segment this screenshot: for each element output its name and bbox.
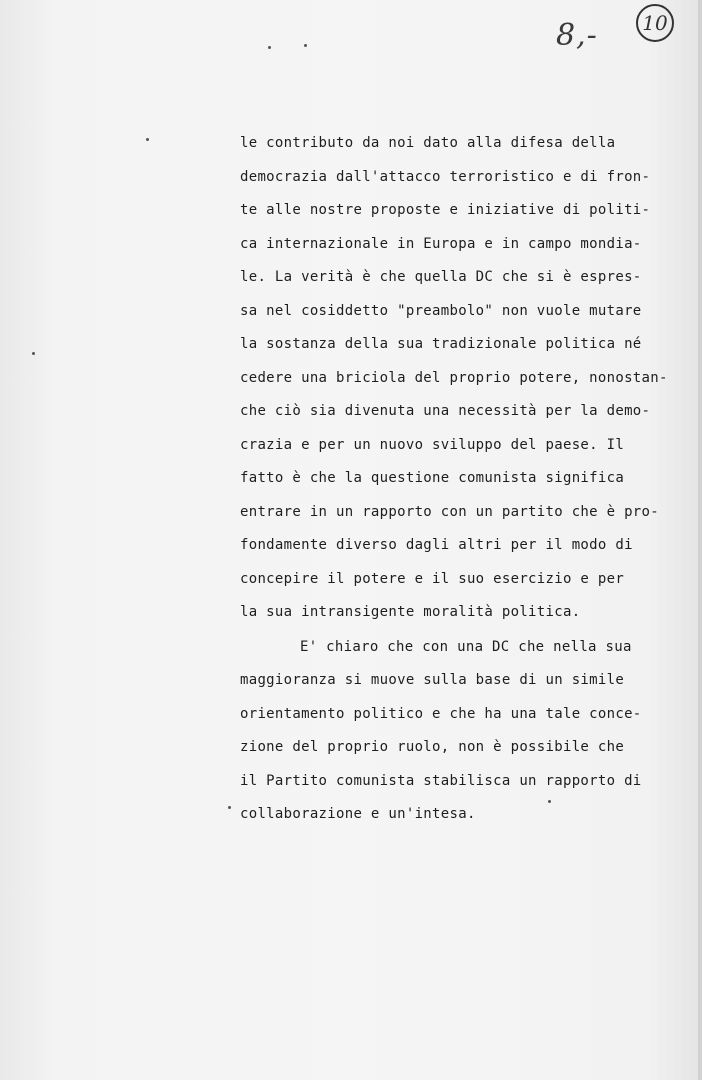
page-edge-shadow xyxy=(698,0,702,1080)
text-line: ca internazionale in Europa e in campo mondia- xyxy=(240,235,642,252)
scan-speck xyxy=(268,46,271,49)
text-line: crazia e per un nuovo sviluppo del paese. Il xyxy=(240,436,625,453)
paragraph-first-line: E' chiaro che con una DC che nella sua xyxy=(300,638,632,655)
scan-speck xyxy=(228,806,231,809)
text-line: fatto è che la questione comunista significa xyxy=(240,470,625,486)
text-line: democrazia dall'attacco terroristico e di fron- xyxy=(240,168,651,185)
text-line: maggioranza si muove sulla base di un simile xyxy=(240,672,625,688)
text-line: che ciò sia divenuta una necessità per la demo- xyxy=(240,403,651,419)
text-line: te alle nostre proposte e iniziative di politi- xyxy=(240,202,651,218)
scan-speck xyxy=(146,138,149,141)
text-line: fondamente diverso dagli altri per il modo di xyxy=(240,537,633,553)
circled-page-number: 10 xyxy=(636,4,674,42)
text-line: entrare in un rapporto con un partito che è pro- xyxy=(240,503,659,520)
text-line: le contributo da noi dato alla difesa della xyxy=(240,135,616,151)
handwritten-page-note: 8,- xyxy=(556,18,598,53)
text-line: zione del proprio ruolo, non è possibile che xyxy=(240,739,625,755)
text-line: concepire il potere e il suo esercizio e per xyxy=(240,570,625,587)
text-line: sa nel cosiddetto "preambolo" non vuole mutare xyxy=(240,302,642,319)
text-line: le. La verità è che quella DC che si è espres- xyxy=(240,269,642,285)
text-line: cedere una briciola del proprio potere, nonostan- xyxy=(240,369,668,386)
text-line: il Partito comunista stabilisca un rapporto di xyxy=(240,772,642,789)
typewritten-text-block xyxy=(240,127,668,832)
text-line: la sua intransigente moralità politica. xyxy=(240,604,581,620)
text-line: collaborazione e un'intesa. xyxy=(240,806,476,822)
text-line: orientamento politico e che ha una tale conce- xyxy=(240,705,642,722)
text-line: la sostanza della sua tradizionale politica né xyxy=(240,336,642,352)
scan-speck xyxy=(32,352,35,355)
scan-speck xyxy=(304,44,307,47)
